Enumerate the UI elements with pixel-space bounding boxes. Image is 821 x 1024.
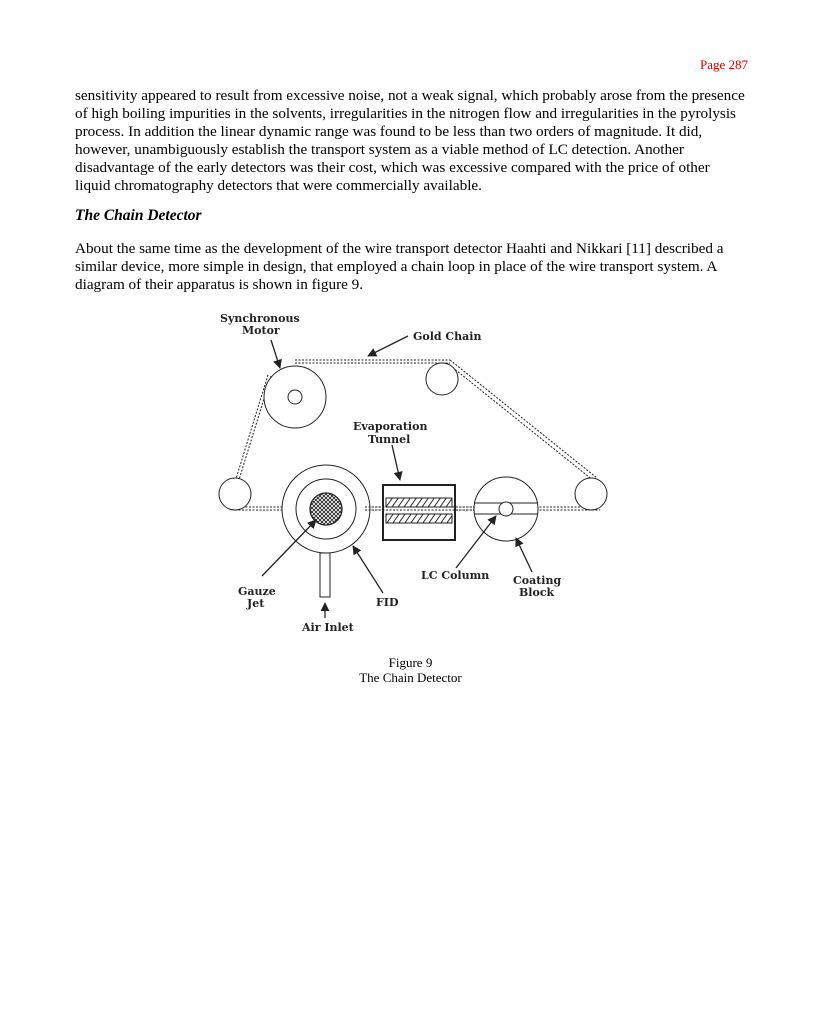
lc-column-tip: [499, 502, 513, 516]
paragraph-1: sensitivity appeared to result from excessive noise, not a weak signal, which probably arose from the presence of high boiling impurities in the solvents, irregularities in the nitrogen flow and irregularities in the pyrolysis process. In addition the linear dynamic range was found to be less than two orders of magnitude. It did, however, unambiguously establish the transport system as a viable method of LC detection. Another disadvantage of the early detectors was their cost, which was excessive compared with the price of other liquid chromatography detectors that were commercially available.: [75, 87, 745, 194]
paragraph-2: About the same time as the development of the wire transport detector Haahti and Nikkari [11] described a similar device, more simple in design, that employed a chain loop in place of the wire transport system. A diagram of their apparatus is shown in figure 9.: [75, 240, 724, 293]
motor-arrow: [271, 340, 280, 368]
label-evaporation: Evaporation: [353, 420, 428, 433]
label-fid: FID: [376, 596, 399, 609]
top-right-pulley: [426, 363, 458, 395]
gold-chain-arrow: [368, 336, 408, 356]
evaporation-tunnel: [383, 485, 455, 540]
section-heading: The Chain Detector: [75, 207, 202, 224]
label-coating: Coating: [513, 574, 562, 587]
figure-caption-number: Figure 9: [388, 655, 433, 670]
tunnel-strip-upper: [386, 498, 452, 507]
label-block: Block: [519, 586, 555, 599]
chain-detector-diagram: [200, 300, 640, 645]
label-synchronous: Synchronous: [220, 312, 300, 325]
coating-block-arrow: [516, 538, 532, 572]
label-lc-column: LC Column: [421, 569, 490, 582]
label-gold-chain: Gold Chain: [413, 330, 482, 343]
motor-hub: [288, 390, 302, 404]
tunnel-strip-lower: [386, 514, 452, 523]
tunnel-arrow: [392, 445, 400, 480]
label-jet: Jet: [247, 597, 265, 610]
page-number: Page 287: [699, 57, 748, 72]
left-pulley: [219, 478, 251, 510]
label-gauze: Gauze: [238, 585, 276, 598]
lc-column-arrow: [456, 516, 496, 568]
figure-caption-title: The Chain Detector: [359, 670, 462, 685]
fid-arrow: [353, 546, 383, 593]
label-tunnel: Tunnel: [368, 433, 411, 446]
label-air-inlet: Air Inlet: [302, 621, 354, 634]
gauze-jet: [310, 493, 342, 525]
label-motor: Motor: [242, 324, 280, 337]
air-inlet-tube: [320, 553, 330, 597]
right-pulley: [575, 478, 607, 510]
